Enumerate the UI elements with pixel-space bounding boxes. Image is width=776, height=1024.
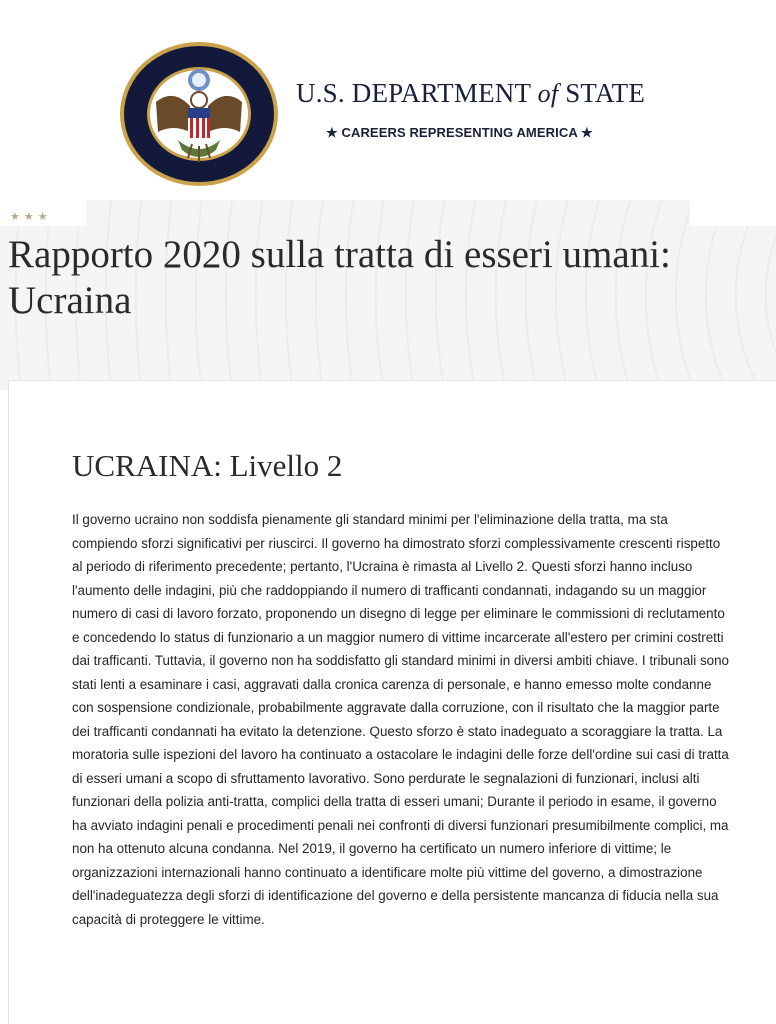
decorative-stars: ★★★ xyxy=(10,210,52,223)
hero-notch-right xyxy=(690,200,776,226)
brand-title-prefix: U.S. DEPARTMENT xyxy=(296,78,538,108)
brand-tagline: ★ CAREERS REPRESENTING AMERICA ★ xyxy=(326,125,593,140)
article-paragraph: Il governo ucraino non soddisfa pienamente gli standard minimi per l'eliminazione della tratta, ma sta compiendo sforzi significativi per riuscirci. Il governo ha dimostrato sforzi complessivamente crescenti rispetto al periodo di riferimento precedente; pertanto, l'Ucraina è rimasta al Livello 2. Questi sforzi hanno incluso l'aumento delle indagini, più che raddoppiando il numero di trafficanti condannati, indagando su un maggior numero di casi di lavoro forzato, proponendo un disegno di legge per eliminare le commissioni di reclutamento e concedendo lo status di funzionario a un maggior numero di vittime incarcerate all'estero per crimini costretti dai trafficanti. Tuttavia, il governo non ha soddisfatto gli standard minimi in diversi ambiti chiave. I tribunali sono stati lenti a esaminare i casi, aggravati dalla cronica carenza di personale, e hanno emesso molte condanne con sospensione condizionale, probabilmente aggravate dalla corruzione, con il risultato che la maggior parte dei trafficanti condannati ha evitato la detenzione. Questo sforzo è stato inadeguato a scoraggiare la tratta. La moratoria sulle ispezioni del lavoro ha continuato a ostacolare le indagini delle forze dell'ordine sui casi di tratta di esseri umani a scopo di sfruttamento lavorativo. Sono perdurate le segnalazioni di funzionari, inclusi alti funzionari della polizia anti-tratta, complici della tratta di esseri umani; Durante il periodo in esame, il governo ha avviato indagini penali e procedimenti penali nei confronti di diversi funzionari presumibilmente complici, ma non ha ottenuto alcuna condanna. Nel 2019, il governo ha certificato un numero inferiore di vittime; le organizzazioni internazionali hanno continuato a identificare molte più vittime del governo, a dimostrazione dell'inadeguatezza degli sforzi di identificazione del governo e della persistente mancanza di fiducia nella sua capacità di proteggere le vittime. xyxy=(72,512,729,927)
brand-title-of: of xyxy=(537,79,559,108)
brand-title[interactable] xyxy=(296,78,645,109)
site-header xyxy=(0,0,776,200)
section-heading: UCRAINA: Livello 2 xyxy=(72,448,343,483)
department-of-state-seal-icon[interactable] xyxy=(118,40,280,188)
page-title: Rapporto 2020 sulla tratta di esseri umani: Ucraina xyxy=(8,233,671,322)
brand-title-suffix: STATE xyxy=(558,78,646,108)
